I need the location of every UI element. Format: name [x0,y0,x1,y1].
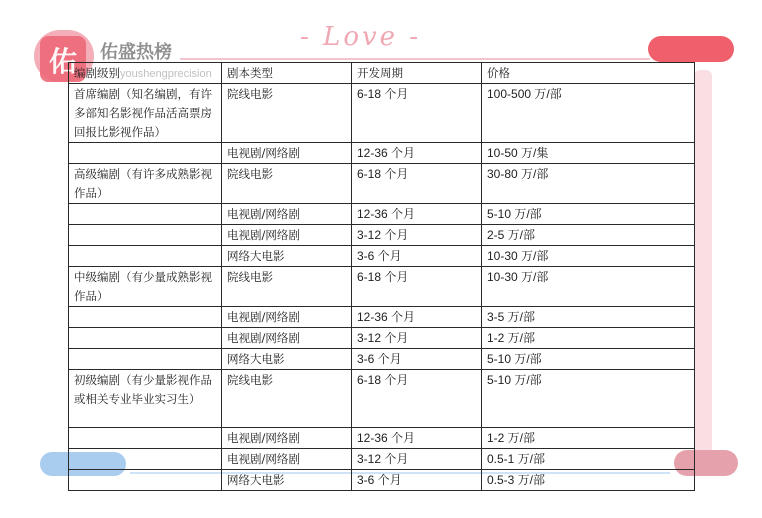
brand-url: youshengprecision [120,68,212,80]
cell-type: 电视剧/网络剧 [222,449,352,470]
header-period: 开发周期 [352,63,482,84]
cell-price: 10-30 万/部 [482,267,695,307]
table-row [69,328,695,349]
cell-type: 院线电影 [222,164,352,204]
cell-period: 12-36 个月 [352,307,482,328]
cell-level: 首席编剧（知名编剧，有许多部知名影视作品活高票房回报比影视作品） [69,84,222,143]
cell-price: 10-30 万/部 [482,246,695,267]
cell-type: 院线电影 [222,370,352,428]
cell-period: 6-18 个月 [352,370,482,428]
cell-level: 高级编剧（有许多成熟影视作品） [69,164,222,204]
cell-level [69,328,222,349]
cell-level [69,204,222,225]
table-row [69,267,695,307]
cell-price: 5-10 万/部 [482,370,695,428]
table-row [69,225,695,246]
table-row [69,143,695,164]
header-level: 编剧级别 [69,63,222,84]
cell-period: 3-6 个月 [352,349,482,370]
cell-period: 6-18 个月 [352,267,482,307]
cell-period: 12-36 个月 [352,143,482,164]
cell-type: 网络大电影 [222,470,352,491]
table-row [69,204,695,225]
cell-period: 3-6 个月 [352,470,482,491]
table-row [69,246,695,267]
cell-type: 电视剧/网络剧 [222,428,352,449]
table-row [69,428,695,449]
cell-period: 3-12 个月 [352,225,482,246]
screenwriter-price-table [68,62,695,491]
cell-level [69,225,222,246]
table-header-row [69,63,695,84]
cell-price: 2-5 万/部 [482,225,695,246]
table-row [69,470,695,491]
cell-price: 3-5 万/部 [482,307,695,328]
table-row [69,349,695,370]
cell-level [69,470,222,491]
cell-price: 0.5-1 万/部 [482,449,695,470]
cell-period: 6-18 个月 [352,164,482,204]
cell-type: 电视剧/网络剧 [222,204,352,225]
cell-type: 院线电影 [222,84,352,143]
decor-line-top [180,58,650,60]
cell-period: 3-12 个月 [352,449,482,470]
table-row [69,449,695,470]
cell-price: 5-10 万/部 [482,349,695,370]
cell-price: 30-80 万/部 [482,164,695,204]
cell-price: 1-2 万/部 [482,428,695,449]
cell-level [69,349,222,370]
cell-level: 初级编剧（有少量影视作品或相关专业毕业实习生） [69,370,222,428]
cell-period: 12-36 个月 [352,428,482,449]
cell-price: 1-2 万/部 [482,328,695,349]
love-script-title: - Love - [300,22,422,52]
brand-name: 佑盛热榜 [100,42,172,63]
table-row [69,164,695,204]
cell-price: 100-500 万/部 [482,84,695,143]
cell-type: 院线电影 [222,267,352,307]
cell-period: 3-6 个月 [352,246,482,267]
cell-type: 网络大电影 [222,349,352,370]
cell-period: 6-18 个月 [352,84,482,143]
cell-level [69,428,222,449]
cell-type: 电视剧/网络剧 [222,143,352,164]
cell-level [69,449,222,470]
cell-period: 12-36 个月 [352,204,482,225]
decor-blob-top-right [648,36,734,62]
cell-type: 电视剧/网络剧 [222,225,352,246]
decor-strip-right [694,70,712,462]
cell-type: 电视剧/网络剧 [222,307,352,328]
table-row [69,307,695,328]
cell-price: 10-50 万/集 [482,143,695,164]
cell-level [69,307,222,328]
header-price: 价格 [482,63,695,84]
cell-price: 5-10 万/部 [482,204,695,225]
cell-type: 网络大电影 [222,246,352,267]
cell-period: 3-12 个月 [352,328,482,349]
cell-level [69,246,222,267]
brand-logo-char: 佑 [48,45,77,78]
cell-level [69,143,222,164]
header-type: 剧本类型 [222,63,352,84]
table-row [69,370,695,428]
cell-price: 0.5-3 万/部 [482,470,695,491]
cell-type: 电视剧/网络剧 [222,328,352,349]
cell-level: 中级编剧（有少量成熟影视作品） [69,267,222,307]
table-row [69,84,695,143]
